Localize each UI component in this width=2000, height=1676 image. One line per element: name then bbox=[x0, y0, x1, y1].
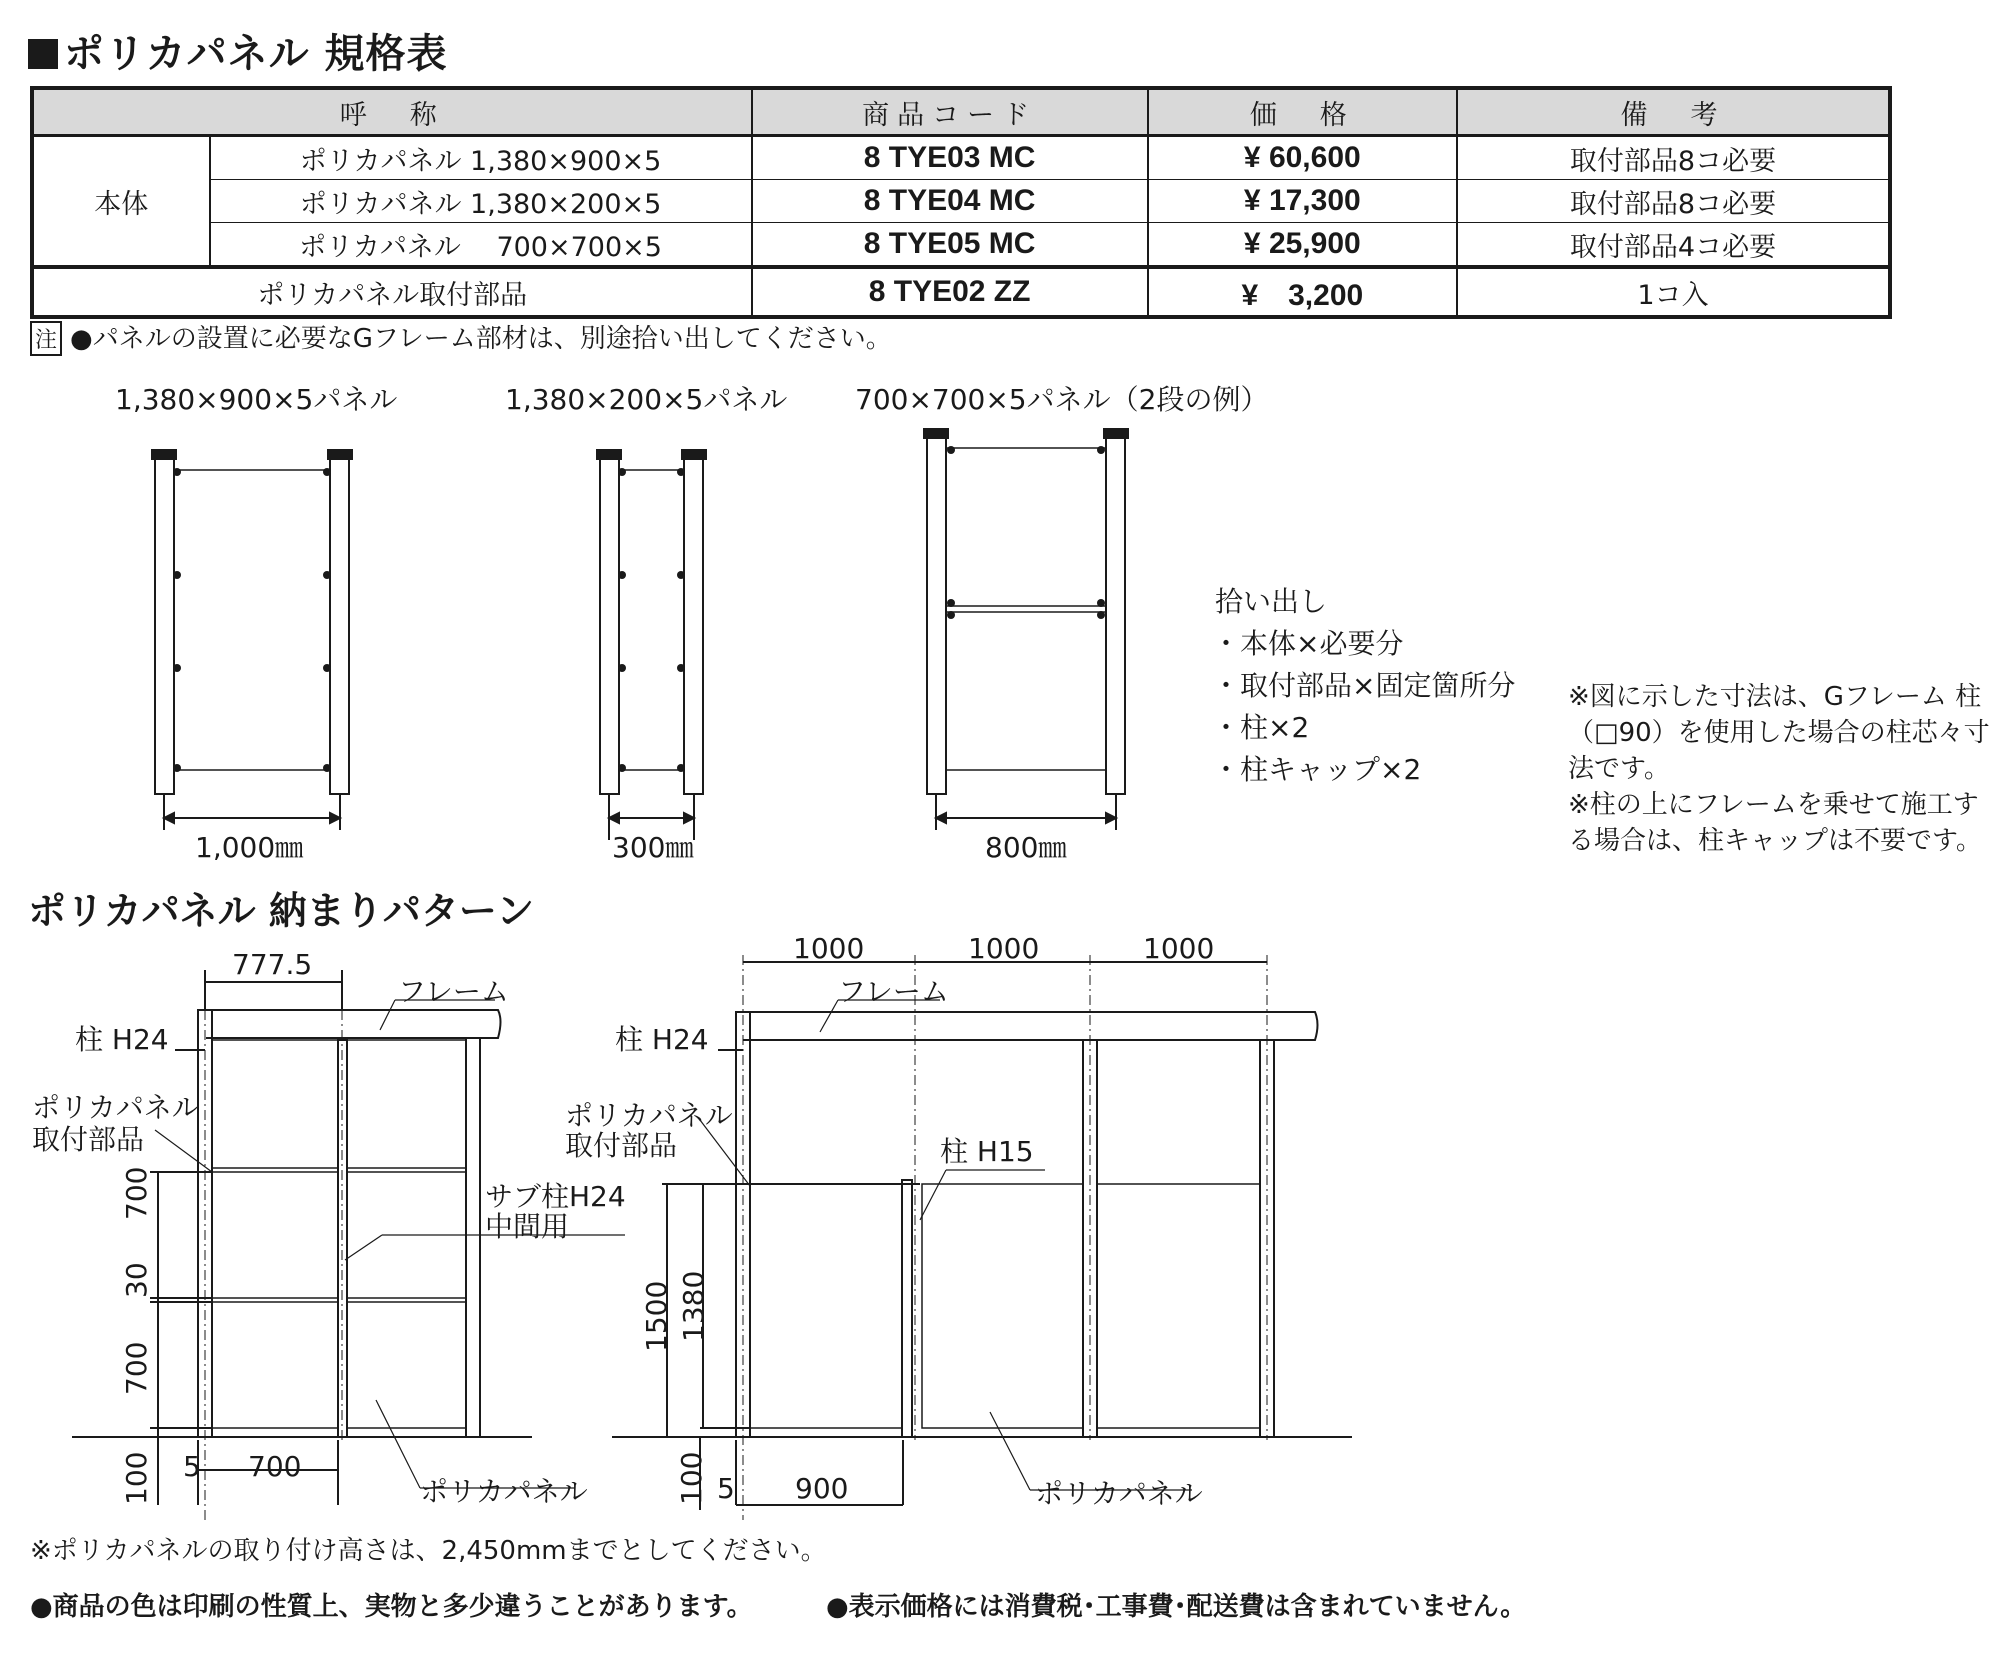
row-price: ¥ 60,600 bbox=[1148, 136, 1457, 180]
row-code: 8 TYE05 MC bbox=[752, 223, 1148, 268]
left-v-dim: 30 bbox=[120, 1262, 153, 1298]
panel-drawing-3 bbox=[924, 429, 1128, 830]
right-frame-label: フレーム bbox=[838, 975, 949, 1008]
right-fitting-label: 取付部品 bbox=[565, 1129, 678, 1162]
left-fitting-label: 取付部品 bbox=[32, 1123, 145, 1156]
right-v-dim: 1380 bbox=[677, 1270, 710, 1342]
row-code: 8 TYE02 ZZ bbox=[752, 267, 1148, 317]
note-badge: 注 bbox=[30, 321, 62, 356]
right-v-dim: 100 bbox=[675, 1451, 708, 1505]
side-note: ※図に示した寸法は、Gフレーム 柱 bbox=[1568, 682, 1982, 712]
right-v-dim: 1500 bbox=[640, 1280, 673, 1352]
left-top-dim: 777.5 bbox=[232, 948, 313, 981]
row-price: ¥ 17,300 bbox=[1148, 180, 1457, 223]
post-h15-label: 柱 H15 bbox=[940, 1135, 1034, 1168]
pickup-item: ・本体×必要分 bbox=[1212, 627, 1404, 660]
side-note: ※柱の上にフレームを乗せて施工す bbox=[1568, 790, 1979, 820]
row-note: 1コ入 bbox=[1457, 267, 1890, 317]
group-label: 本体 bbox=[32, 136, 210, 268]
header-code: 商品コード bbox=[752, 88, 1148, 136]
footer-note-price: ●表示価格には消費税･工事費･配送費は含まれていません。 bbox=[826, 1592, 1527, 1622]
panel-width-1: 1,000㎜ bbox=[195, 831, 304, 864]
sub-post-label: 中間用 bbox=[485, 1210, 570, 1243]
row-name: ポリカパネル 1,380×200×5 bbox=[210, 180, 752, 223]
left-frame-label: フレーム bbox=[398, 975, 509, 1008]
row-note: 取付部品8コ必要 bbox=[1457, 136, 1890, 180]
right-top-dim: 1000 bbox=[1143, 932, 1215, 965]
panel-drawing-1 bbox=[152, 450, 352, 830]
header-price: 価 格 bbox=[1148, 88, 1457, 136]
right-top-dim: 1000 bbox=[793, 932, 865, 965]
left-v-dim: 700 bbox=[120, 1166, 153, 1220]
row-name: ポリカパネル 1,380×900×5 bbox=[210, 136, 752, 180]
left-v-dim: 700 bbox=[120, 1341, 153, 1395]
panel-drawing-2 bbox=[597, 450, 706, 840]
row-code: 8 TYE04 MC bbox=[752, 180, 1148, 223]
pickup-title: 拾い出し bbox=[1215, 585, 1328, 618]
footer-note-color: ●商品の色は印刷の性質上、実物と多少違うことがあります。 bbox=[30, 1592, 753, 1622]
side-note: る場合は、柱キャップは不要です。 bbox=[1568, 826, 1982, 856]
row-note: 取付部品8コ必要 bbox=[1457, 180, 1890, 223]
row-price: ¥ 3,200 bbox=[1148, 267, 1457, 317]
panel-label-2: 1,380×200×5パネル bbox=[505, 383, 788, 416]
panel-label-3: 700×700×5パネル（2段の例） bbox=[855, 383, 1269, 416]
row-note: 取付部品4コ必要 bbox=[1457, 223, 1890, 268]
left-h-dim: 700 bbox=[248, 1450, 302, 1483]
height-note: ※ポリカパネルの取り付け高さは、2,450mmまでとしてください。 bbox=[30, 1536, 827, 1566]
left-fitting-label: ポリカパネル bbox=[32, 1091, 200, 1124]
page-title: ポリカパネル 規格表 bbox=[28, 22, 448, 79]
row-name: ポリカパネル取付部品 bbox=[32, 267, 752, 317]
pickup-item: ・柱キャップ×2 bbox=[1212, 753, 1422, 786]
side-note: 法です。 bbox=[1568, 754, 1670, 784]
right-fitting-label: ポリカパネル bbox=[565, 1099, 733, 1132]
panel-width-2: 300㎜ bbox=[612, 831, 694, 864]
pickup-item: ・柱×2 bbox=[1212, 711, 1310, 744]
left-post-label: 柱 H24 bbox=[75, 1023, 169, 1056]
header-name: 呼 称 bbox=[32, 88, 752, 136]
pickup-item: ・取付部品×固定箇所分 bbox=[1212, 669, 1516, 702]
pattern-diagram-right bbox=[612, 955, 1352, 1520]
sub-post-label: サブ柱H24 bbox=[485, 1180, 626, 1213]
section-title: ポリカパネル 納まりパターン bbox=[28, 889, 535, 933]
side-note: （□90）を使用した場合の柱芯々寸 bbox=[1568, 718, 1990, 748]
right-top-dim: 1000 bbox=[968, 932, 1040, 965]
right-post-label: 柱 H24 bbox=[615, 1023, 709, 1056]
note-text: ●パネルの設置に必要なGフレーム部材は、別途拾い出してください。 bbox=[70, 324, 892, 354]
row-name: ポリカパネル 700×700×5 bbox=[210, 223, 752, 268]
row-code: 8 TYE03 MC bbox=[752, 136, 1148, 180]
header-note: 備 考 bbox=[1457, 88, 1890, 136]
left-panel-label: ポリカパネル bbox=[420, 1475, 588, 1508]
row-price: ¥ 25,900 bbox=[1148, 223, 1457, 268]
left-v-dim: 100 bbox=[120, 1451, 153, 1505]
right-panel-label: ポリカパネル bbox=[1035, 1477, 1203, 1510]
panel-label-1: 1,380×900×5パネル bbox=[115, 383, 398, 416]
right-h-dim: 900 bbox=[795, 1472, 849, 1505]
panel-width-3: 800㎜ bbox=[985, 831, 1067, 864]
left-h-dim: 5 bbox=[183, 1450, 201, 1483]
right-h-dim: 5 bbox=[717, 1472, 735, 1505]
